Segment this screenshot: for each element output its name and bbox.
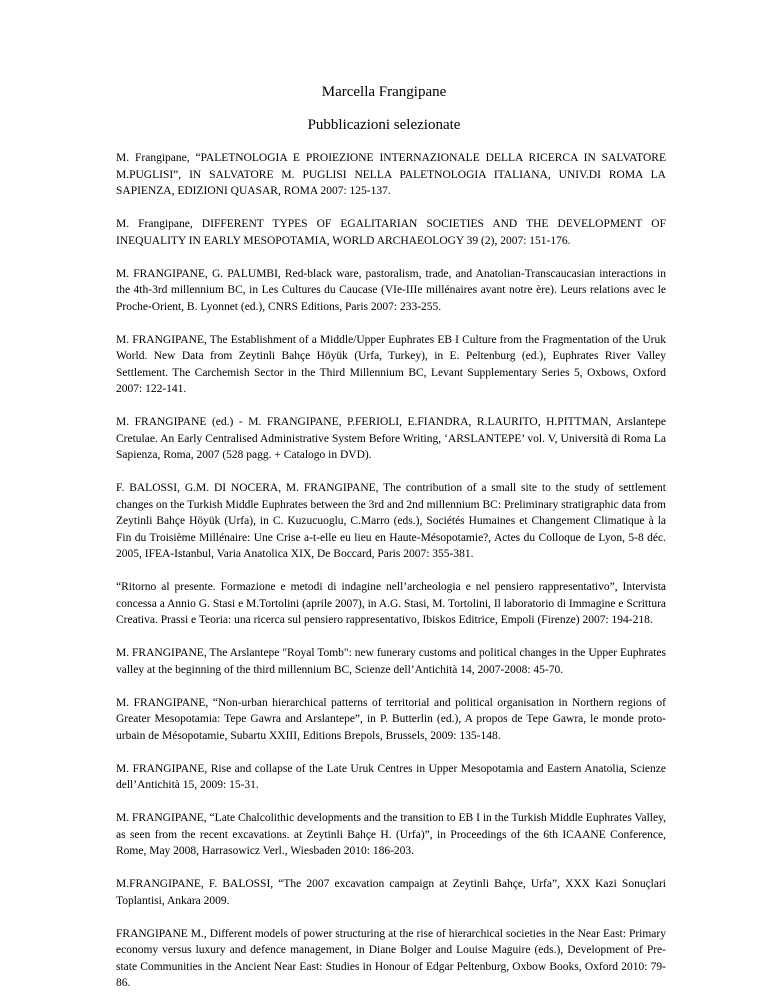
- publication-entry: M. FRANGIPANE, “Late Chalcolithic developments and the transition to EB I in the Turkish Middle Euphrates Valley, as seen from the recent excavations. at Zeytinli Bahçe H. (Urfa)”, in Proceedings of the 6th ICAANE Conference, Rome, May 2008, Harrasowicz Verl., Wiesbaden 2010: 186-203.: [116, 812, 666, 857]
- publication-entry: M. FRANGIPANE (ed.) - M. FRANGIPANE, P.FERIOLI, E.FIANDRA, R.LAURITO, H.PITTMAN, Arslantepe Cretulae. An Early Centralised Administrative System Before Writing, ‘ARSLANTEPE’ vol. V, Università di Roma La Sapienza, Roma, 2007 (528 pagg. + Catalogo in DVD).: [116, 416, 666, 461]
- publication-entry: “Ritorno al presente. Formazione e metodi di indagine nell’archeologia e nel pensiero rappresentativo”, Intervista concessa a Annio G. Stasi e M.Tortolini (aprile 2007), in A.G. Stasi, M. Tortolini, Il laboratorio di Immagine e Scrittura Creativa. Prassi e Teoria: una ricerca sul pensiero rappresentativo, Ibiskos Editrice, Empoli (Firenze) 2007: 194-218.: [116, 581, 666, 626]
- publication-entry: M. FRANGIPANE, Rise and collapse of the Late Uruk Centres in Upper Mesopotamia and Eastern Anatolia, Scienze dell’Antichità 15, 2009: 15-31.: [116, 762, 666, 791]
- author-name: Marcella Frangipane: [321, 84, 447, 100]
- publication-entry: F. BALOSSI, G.M. DI NOCERA, M. FRANGIPANE, The contribution of a small site to the study of settlement changes on the Turkish Middle Euphrates between the 3rd and 2nd millennium BC: Preliminary stratigraphic data from Zeytinli Bahçe Höyük (Urfa), in C. Kuzucuoglu, C.Marro (eds.), Sociétés Humaines et Changement Climatique à la Fin du Troisième Millénaire: Une Crise a-t-elle eu lieu en Haute-Mésopotamie?, Actes du Colloque de Lyon, 5-8 déc. 2005, IFEA-Istanbul, Varia Anatolica XIX, De Boccard, Paris 2007: 355-381.: [116, 482, 666, 560]
- publication-entry: M. FRANGIPANE, G. PALUMBI, Red-black ware, pastoralism, trade, and Anatolian-Transcaucasian interactions in the 4th-3rd millennium BC, in Les Cultures du Caucase (VIe-IIIe millénaires avant notre ère). Leurs relations avec le Proche-Orient, B. Lyonnet (ed.), CNRS Editions, Paris 2007: 233-255.: [116, 267, 666, 313]
- publication-entry: M.FRANGIPANE, F. BALOSSI, “The 2007 excavation campaign at Zeytinli Bahçe, Urfa”, XXX Kazi Sonuçlari Toplantisi, Ankara 2009.: [116, 878, 666, 907]
- publication-entry: M. Frangipane, “PALETNOLOGIA E PROIEZIONE INTERNAZIONALE DELLA RICERCA IN SALVATORE M.PUGLISI”, IN SALVATORE M. PUGLISI NELLA PALETNOLOGIA ITALIANA, UNIV.DI ROMA LA SAPIENZA, EDIZIONI QUASAR, ROMA 2007: 125-137.: [116, 152, 666, 197]
- publication-entry: M. FRANGIPANE, The Arslantepe "Royal Tomb": new funerary customs and political changes in the Upper Euphrates valley at the beginning of the third millennium BC, Scienze dell’Antichità 14, 2007-2008: 45-70.: [116, 647, 666, 676]
- publication-entry: M. FRANGIPANE, “Non-urban hierarchical patterns of territorial and political organisation in Northern regions of Greater Mesopotamia: Tepe Gawra and Arslantepe”, in P. Butterlin (ed.), A propos de Tepe Gawra, le monde proto-urbain de Mésopotamie, Subartu XXIII, Editions Brepols, Brussels, 2009: 135-148.: [116, 696, 666, 742]
- publication-entry: FRANGIPANE M., Different models of power structuring at the rise of hierarchical societies in the Near East: Primary economy versus luxury and defence management, in Diane Bolger and Louise Maguire (eds.), Development of Pre-state Communities in the Ancient Near East: Studies in Honour of Edgar Peltenburg, Oxbow Books, Oxford 2010: 79-86.: [116, 927, 666, 989]
- section-title: Pubblicazioni selezionate: [307, 117, 461, 133]
- publication-entry: M. FRANGIPANE, The Establishment of a Middle/Upper Euphrates EB I Culture from the Fragmentation of the Uruk World. New Data from Zeytinli Bahçe Höyük (Urfa, Turkey), in E. Peltenburg (ed.), Euphrates River Valley Settlement. The Carchemish Sector in the Third Millennium BC, Levant Supplementary Series 5, Oxbows, Oxford 2007: 122-141.: [116, 333, 666, 395]
- publication-entry: M. Frangipane, DIFFERENT TYPES OF EGALITARIAN SOCIETIES AND THE DEVELOPMENT OF INEQUALITY IN EARLY MESOPOTAMIA, WORLD ARCHAEOLOGY 39 (2), 2007: 151-176.: [116, 218, 666, 247]
- publication-list: [116, 150, 666, 1008]
